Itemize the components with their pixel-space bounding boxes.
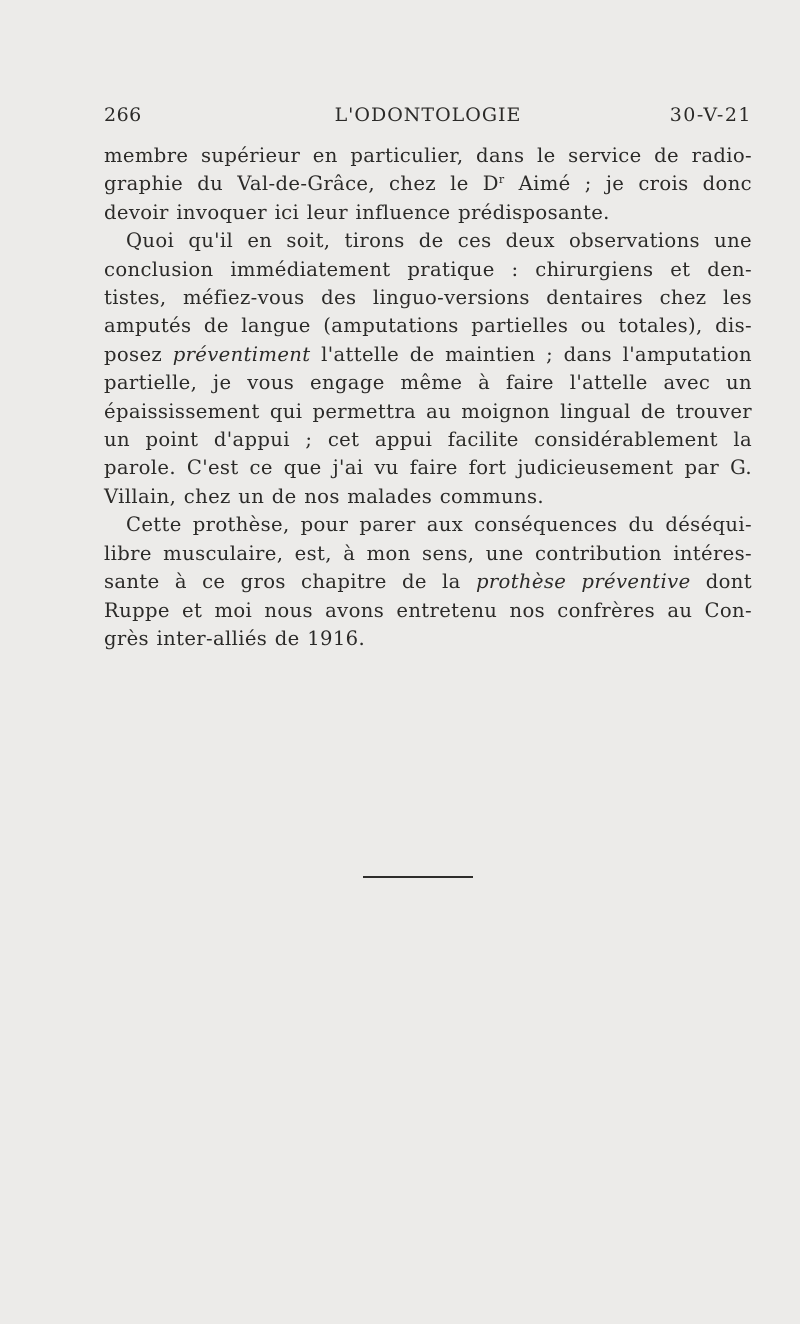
text-segment: Aimé ; je crois donc devoir invoquer ici leur influence prédisposante. bbox=[104, 172, 752, 224]
page-number: 266 bbox=[104, 104, 142, 126]
italic-term: préventiment bbox=[172, 342, 311, 366]
text-segment: dont Ruppe et moi nous avons entretenu nos confrères au Con-grès inter-alliés de 1916. bbox=[104, 570, 753, 650]
paragraph-2 bbox=[104, 227, 752, 511]
running-header bbox=[104, 104, 752, 130]
text-segment: Cette prothèse, pour parer aux conséquences du déséqui-libre musculaire, est, à mon sens, une contribution intéres-sante à ce gros chapitre de la bbox=[104, 513, 752, 594]
journal-title: L'ODONTOLOGIE bbox=[334, 104, 522, 126]
text-segment: l'attelle de maintien ; dans l'amputation partielle, je vous engage même à faire l'attelle avec un épaississement qui permettra au moignon lingual de trouver un point d'appui ; cet appui facilite considérablement la parole. C'est ce que j'ai vu faire fort judicieusement par G. Villain, chez un de nos malades communs. bbox=[104, 342, 752, 508]
superscript: r bbox=[498, 173, 505, 187]
paragraph-1 bbox=[104, 142, 752, 227]
text-segment: Quoi qu'il en soit, tirons de ces deux observations une conclusion immédiatement pratique : chirurgiens et den-tistes, méfiez-vous des linguo-versions dentaires chez les amputés de langue (amputations partielles ou totales), dis-posez bbox=[104, 229, 752, 366]
italic-term: prothèse préventive bbox=[475, 570, 691, 594]
text-segment: membre supérieur en particulier, dans le service de radio-graphie du Val-de-Grâce, chez le D bbox=[104, 144, 752, 196]
paragraph-3 bbox=[104, 511, 752, 653]
body-text bbox=[104, 142, 752, 653]
issue-date: 30-V-21 bbox=[669, 104, 752, 126]
section-divider bbox=[363, 876, 473, 878]
